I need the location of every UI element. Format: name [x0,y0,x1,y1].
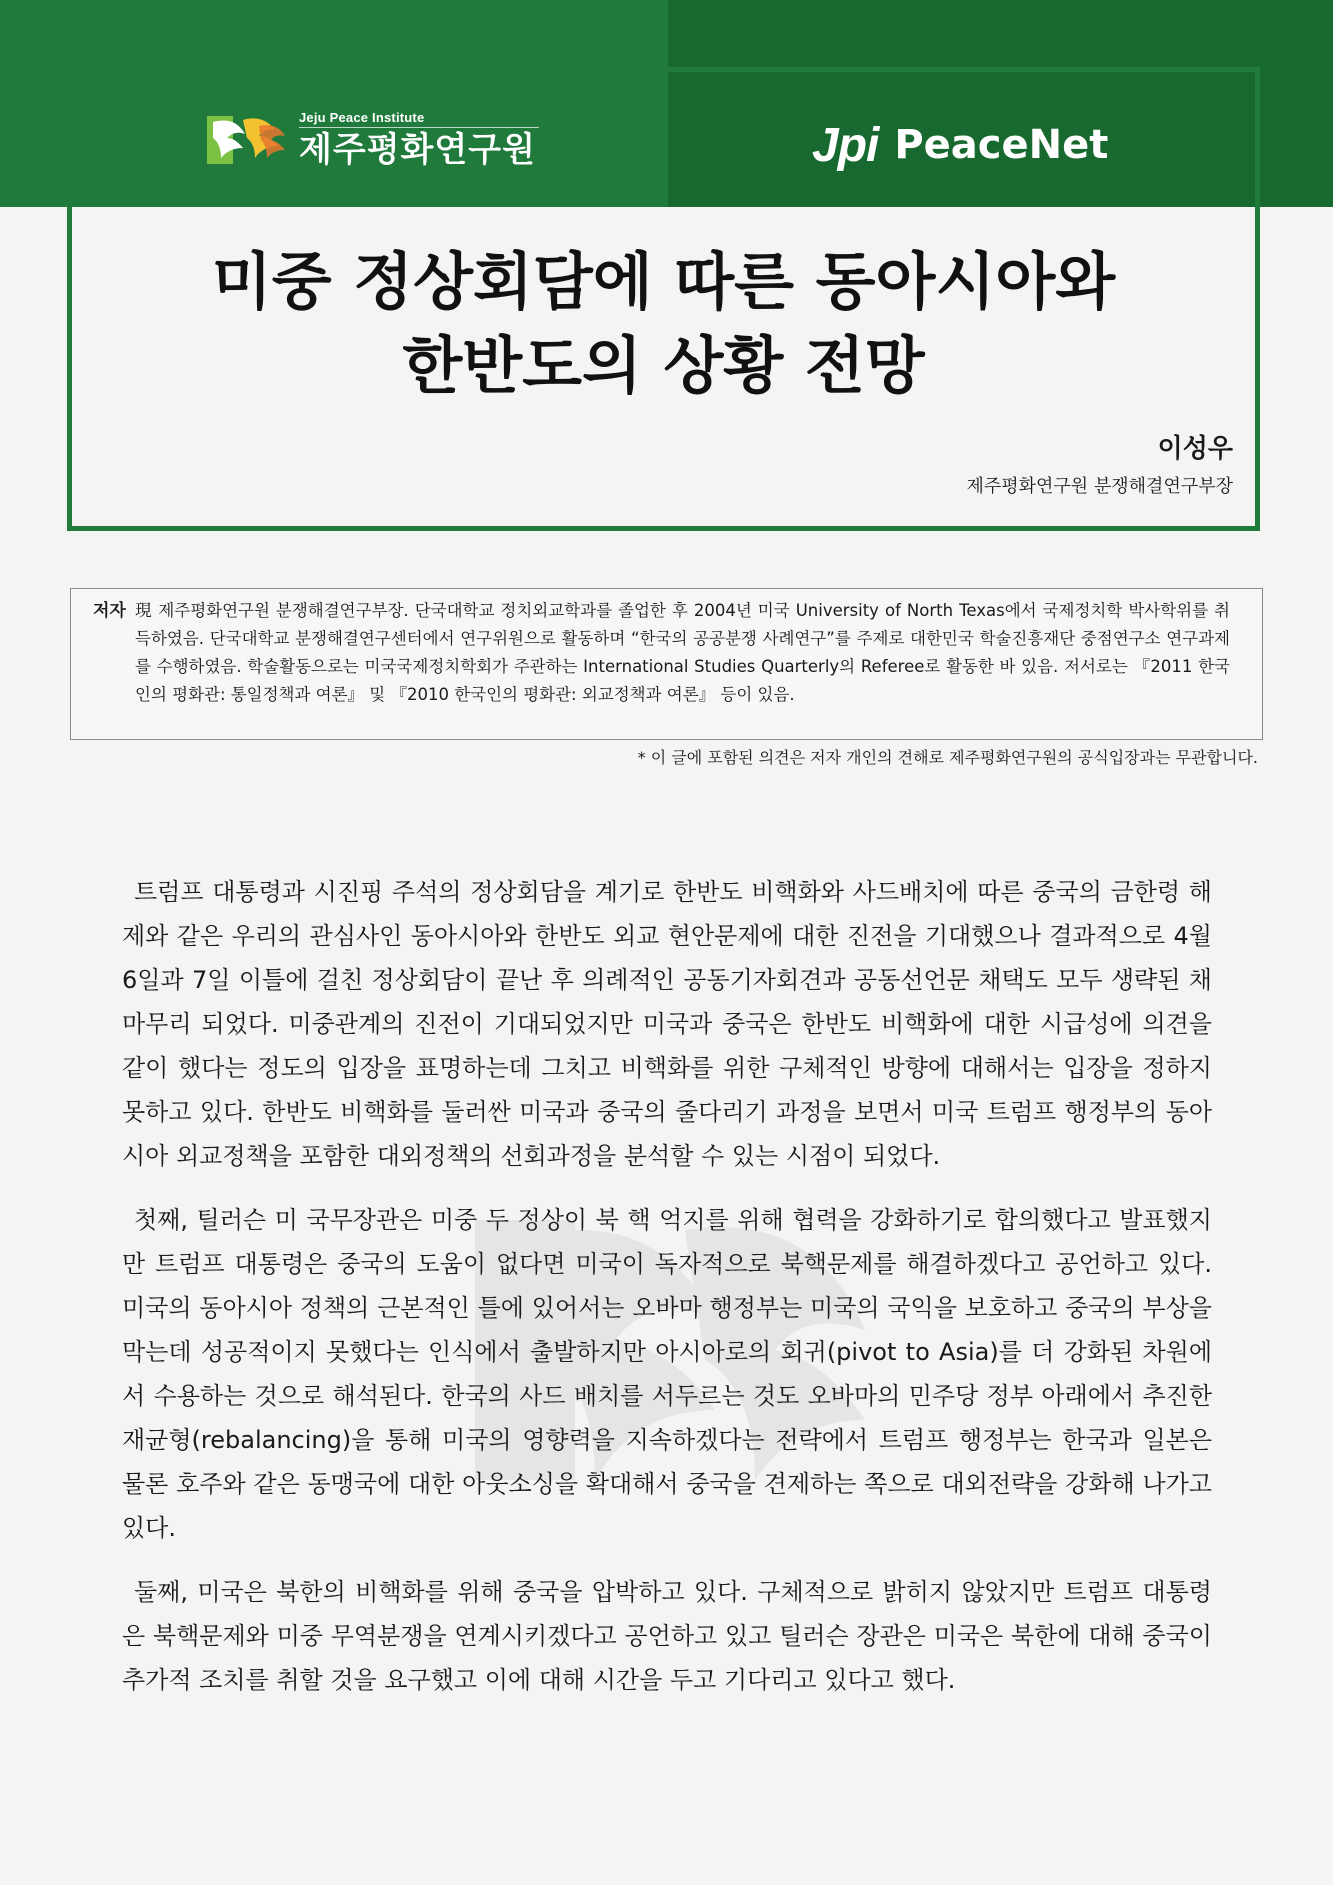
org-name-english: Jeju Peace Institute [299,110,425,125]
document-title [72,240,1255,408]
author-name: 이성우 [1157,434,1233,464]
article-body [122,870,1212,1722]
author-bio-box [70,588,1263,740]
jpi-mark: Jpi [812,118,879,172]
title-line-1: 미중 정상회담에 따른 동아시아와 [211,245,1116,318]
title-line-2: 한반도의 상황 전망 [402,329,925,402]
author-role: 제주평화연구원 분쟁해결연구부장 [966,476,1233,497]
bio-heading: 저자 [93,601,126,621]
paragraph: 트럼프 대통령과 시진핑 주석의 정상회담을 계기로 한반도 비핵화와 사드배치에 따른 중국의 금한령 해제와 같은 우리의 관심사인 동아시아와 한반도 외교 현안문제에 대한 진전을 기대했으나 결과적으로 4월 6일과 7일 이틀에 걸친 정상회담이 끝난 후 의례적인 공동기자회견과 공동선언문 채택도 모두 생략된 채 마무리 되었다. 미중관계의 진전이 기대되었지만 미국과 중국은 한반도 비핵화에 대한 시급성에 의견을 같이 했다는 정도의 입장을 표명하는데 그치고 비핵화를 위한 구체적인 방향에 대해서는 입장을 정하지 못하고 있다. 한반도 비핵화를 둘러싼 미국과 중국의 줄다리기 과정을 보면서 미국 트럼프 행정부의 동아시아 외교정책을 포함한 대외정책의 선회과정을 분석할 수 있는 시점이 되었다. [122,878,1212,1170]
bio-text: 現 제주평화연구원 분쟁해결연구부장. 단국대학교 정치외교학과를 졸업한 후 2004년 미국 University of North Texas에서 국제정치학 박사학위를 취득하였음. 단국대학교 분쟁해결연구센터에서 연구위원으로 활동하며 “한국의 공공분쟁 사례연구”를 주제로 대한민국 학술진흥재단 중점연구소 연구과제를 수행하였음. 학술활동으로는 미국국제정치학회가 주관하는 International Studies Quarterly의 Referee로 활동한 바 있음. 저서로는 『2011 한국인의 평화관: 통일정책과 여론』 및 『2010 한국인의 평화관: 외교정책과 여론』 등이 있음. [135,601,1230,704]
paragraph: 둘째, 미국은 북한의 비핵화를 위해 중국을 압박하고 있다. 구체적으로 밝히지 않았지만 트럼프 대통령은 북핵문제와 미중 무역분쟁을 연계시키겠다고 공언하고 있고 틸러슨 장관은 미국은 북한에 대해 중국이 추가적 조치를 취할 것을 요구했고 이에 대해 시간을 두고 기다리고 있다고 했다. [122,1578,1212,1694]
org-name-korean: 제주평화연구원 [299,130,536,170]
disclaimer: * 이 글에 포함된 의견은 저자 개인의 견해로 제주평화연구원의 공식입장과는 무관합니다. [637,748,1258,767]
peacenet-wordmark: PeaceNet [894,122,1109,168]
paragraph: 첫째, 틸러슨 미 국무장관은 미중 두 정상이 북 핵 억지를 위해 협력을 강화하기로 합의했다고 발표했지만 트럼프 대통령은 중국의 도움이 없다면 미국이 독자적으로 북핵문제를 해결하겠다고 공언하고 있다. 미국의 동아시아 정책의 근본적인 틀에 있어서는 오바마 행정부는 미국의 국익을 보호하고 중국의 부상을 막는데 성공적이지 못했다는 인식에서 출발하지만 아시아로의 회귀(pivot to Asia)를 더 강화된 차원에서 수용하는 것으로 해석된다. 한국의 사드 배치를 서두르는 것도 오바마의 민주당 정부 아래에서 추진한 재균형(rebalancing)을 통해 미국의 영향력을 지속하겠다는 전략에서 트럼프 행정부는 한국과 일본은 물론 호주와 같은 동맹국에 대한 아웃소싱을 확대해서 중국을 견제하는 쪽으로 대외전략을 강화해 나가고 있다. [122,1206,1212,1542]
